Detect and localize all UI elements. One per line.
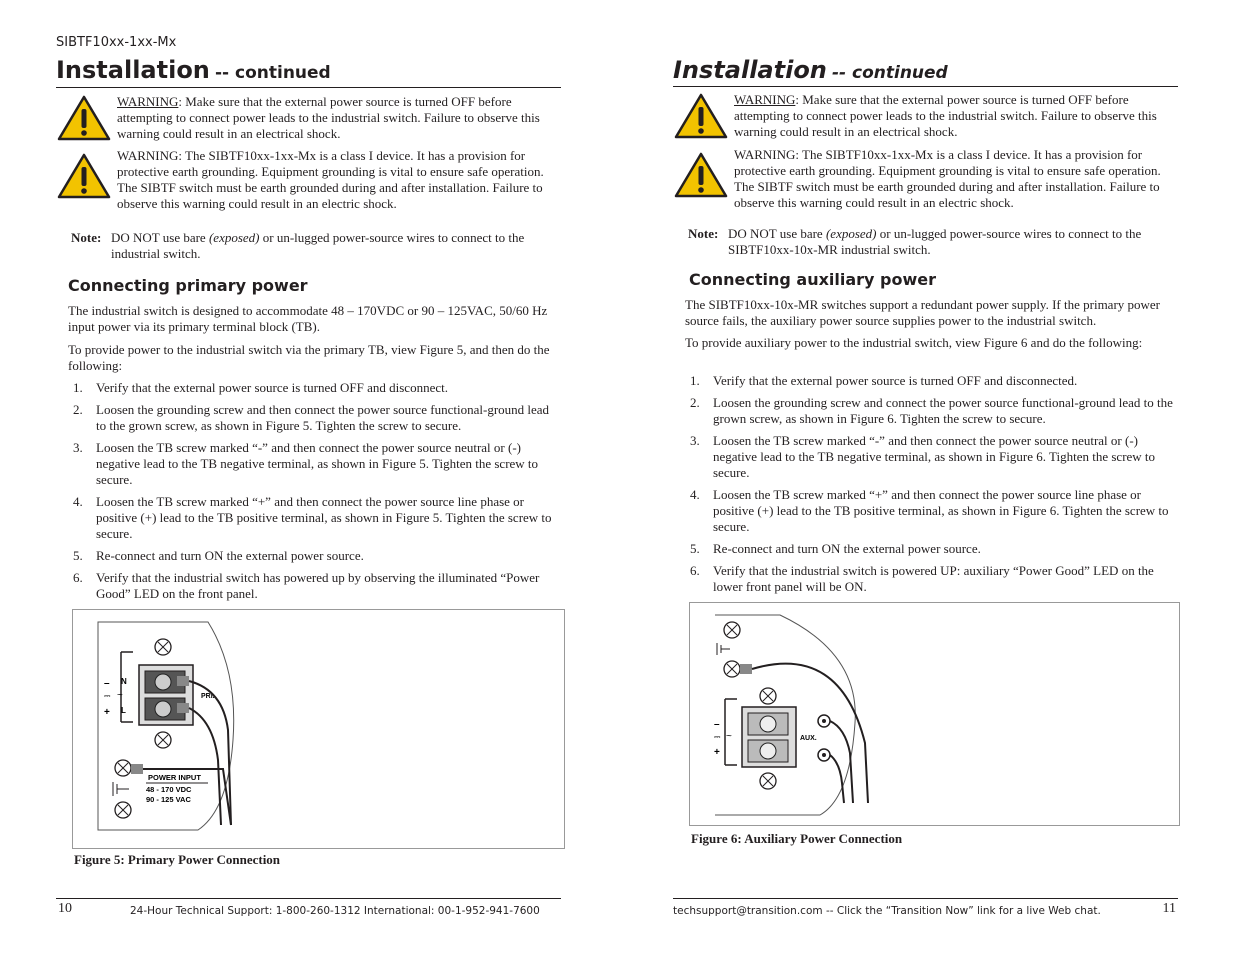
- plus-label: +: [714, 747, 720, 758]
- list-item: 1. Verify that the external power source is turned OFF and disconnected.: [690, 373, 1078, 388]
- warning-label: WARNING: [117, 94, 179, 109]
- paragraph: To provide auxiliary power to the industrial switch, view Figure 6 and do the following:: [685, 335, 1143, 350]
- paragraph: The industrial switch is designed to accommodate 48 – 170VDC or 90 – 125VAC, 50/60 Hz input power via its primary terminal block (TB).: [68, 303, 548, 334]
- ground-screw-icon: [115, 760, 131, 776]
- warning-class-i: [56, 148, 561, 214]
- pri-label: PRI.: [201, 693, 215, 700]
- note-text: DO NOT use bare (exposed) or un-lugged power-source wires to connect to the industrial switch.: [111, 230, 525, 261]
- vac-label: 90 - 125 VAC: [146, 795, 191, 804]
- page-number: 10: [58, 901, 72, 916]
- screw-icon: [760, 688, 776, 704]
- warning-triangle-icon: [673, 92, 729, 140]
- screw-icon: [155, 732, 171, 748]
- list-item: 2. Loosen the grounding screw and connect the power source functional-ground lead to the grown screw, as shown in Figure 6. Tighten the screw to secure.: [690, 395, 1173, 426]
- step-list: [68, 380, 561, 602]
- list-item: 3. Loosen the TB screw marked “-” and then connect the power source neutral or (-) negative lead to the TB negative terminal, as shown in Figure 5. Tighten the screw to secure.: [73, 440, 539, 487]
- figure-caption: Figure 6: Auxiliary Power Connection: [691, 831, 903, 846]
- ground-screw-icon: [724, 661, 740, 677]
- right-page: [673, 0, 1178, 954]
- plus-label: +: [104, 707, 110, 718]
- warning-text: WARNING: Make sure that the external power source is turned OFF before attempting to connect power leads to the industrial switch. Failure to observe this warning could result in an electrical shock.: [734, 92, 1157, 139]
- note-label: Note:: [71, 230, 102, 245]
- list-item: 5. Re-connect and turn ON the external power source.: [73, 548, 364, 563]
- section-title: Connecting primary power: [68, 276, 308, 295]
- page-title-continued: -- continued: [831, 63, 948, 83]
- ac-symbol: ~: [117, 690, 123, 701]
- vdc-label: 48 - 170 VDC: [146, 785, 192, 794]
- aux-label: AUX.: [800, 735, 817, 742]
- list-item: 4. Loosen the TB screw marked “+” and then connect the power source line phase or positive (+) lead to the TB positive terminal, as shown in Figure 6. Tighten the screw to secure.: [690, 487, 1169, 534]
- ground-screw-icon: [724, 622, 740, 638]
- page-footer: [673, 898, 1178, 920]
- page-footer: [56, 898, 561, 920]
- ac-symbol: ~: [726, 731, 732, 742]
- screw-icon: [760, 773, 776, 789]
- warning-label: WARNING: [734, 92, 796, 107]
- warning-power-off: [673, 92, 1178, 142]
- warning-class-i: [673, 147, 1178, 213]
- list-item: 5. Re-connect and turn ON the external power source.: [690, 541, 981, 556]
- warning-text: WARNING: Make sure that the external power source is turned OFF before attempting to connect power leads to the industrial switch. Failure to observe this warning could result in an electrical shock.: [117, 94, 540, 141]
- list-item: 6. Verify that the industrial switch is powered UP: auxiliary “Power Good” LED on the lower front panel will be ON.: [690, 563, 1154, 594]
- list-item: 1. Verify that the external power source is turned OFF and disconnect.: [73, 380, 448, 395]
- footer-text: techsupport@transition.com -- Click the “Transition Now” link for a live Web chat.: [673, 905, 1101, 917]
- figure-auxiliary-power: [689, 602, 1180, 826]
- footer-text: 24-Hour Technical Support: 1-800-260-1312 International: 00-1-952-941-7600: [130, 905, 540, 917]
- document-id: SIBTF10xx-1xx-Mx: [56, 35, 177, 50]
- l-label: L: [121, 706, 126, 715]
- ground-screw-icon: [115, 802, 131, 818]
- dc-symbol: ⎓: [104, 691, 111, 700]
- minus-label: –: [104, 678, 110, 689]
- list-item: 4. Loosen the TB screw marked “+” and then connect the power source line phase or positive (+) lead to the TB positive terminal, as shown in Figure 5. Tighten the screw to secure.: [73, 494, 552, 541]
- section-title: Connecting auxiliary power: [689, 270, 937, 289]
- page-header: [673, 56, 1178, 87]
- warning-triangle-icon: [673, 151, 729, 199]
- figure-caption: Figure 5: Primary Power Connection: [74, 852, 281, 867]
- page-title-continued: -- continued: [214, 63, 331, 83]
- warning-text: WARNING: The SIBTF10xx-1xx-Mx is a class I device. It has a provision for protective earth grounding. Equipment grounding is vital to ensure safe operation. The SIBTF switch must be earth grounded during and after installation. Failure to observe this warning could result in an electric shock.: [117, 148, 544, 211]
- figure-primary-power: [72, 609, 565, 849]
- earth-ground-icon: [717, 643, 730, 655]
- page-number: 11: [1162, 901, 1176, 916]
- n-label: N: [121, 677, 127, 686]
- auxiliary-power-diagram: [690, 603, 1181, 827]
- paragraph: To provide power to the industrial switch via the primary TB, view Figure 5, and then do the following:: [68, 342, 550, 373]
- power-input-label: POWER INPUT: [148, 773, 201, 782]
- warning-triangle-icon: [56, 152, 112, 200]
- page-header: [56, 56, 561, 88]
- note-text: DO NOT use bare (exposed) or un-lugged power-source wires to connect to the SIBTF10xx-10x-MR industrial switch.: [728, 226, 1142, 257]
- paragraph: The SIBTF10xx-10x-MR switches support a redundant power supply. If the primary power source fails, the auxiliary power source supplies power to the industrial switch.: [685, 297, 1161, 328]
- primary-power-diagram: [73, 610, 566, 850]
- page-title: Installation: [673, 56, 827, 84]
- ring-lug-icon: [818, 749, 830, 761]
- warning-text: WARNING: The SIBTF10xx-1xx-Mx is a class I device. It has a provision for protective earth grounding. Equipment grounding is vital to ensure safe operation. The SIBTF switch must be earth grounded during and after installation. Failure to observe this warning could result in an electric shock.: [734, 147, 1161, 210]
- left-page: [56, 0, 561, 954]
- note: [688, 226, 1178, 260]
- list-item: 6. Verify that the industrial switch has powered up by observing the illuminated “Power Good” LED on the front panel.: [73, 570, 540, 601]
- note-label: Note:: [688, 226, 719, 241]
- step-list: [685, 373, 1178, 595]
- dc-symbol: ⎓: [714, 732, 721, 741]
- ring-lug-icon: [818, 715, 830, 727]
- minus-label: –: [714, 719, 720, 730]
- warning-power-off: [56, 94, 561, 144]
- list-item: 3. Loosen the TB screw marked “-” and then connect the power source neutral or (-) negative lead to the TB negative terminal, as shown in Figure 6. Tighten the screw to secure.: [690, 433, 1156, 480]
- page-title: Installation: [56, 56, 210, 84]
- earth-ground-icon: [113, 782, 129, 796]
- warning-triangle-icon: [56, 94, 112, 142]
- note: [71, 230, 561, 264]
- screw-icon: [155, 639, 171, 655]
- list-item: 2. Loosen the grounding screw and then connect the power source functional-ground lead to the grown screw, as shown in Figure 5. Tighten the screw to secure.: [73, 402, 550, 433]
